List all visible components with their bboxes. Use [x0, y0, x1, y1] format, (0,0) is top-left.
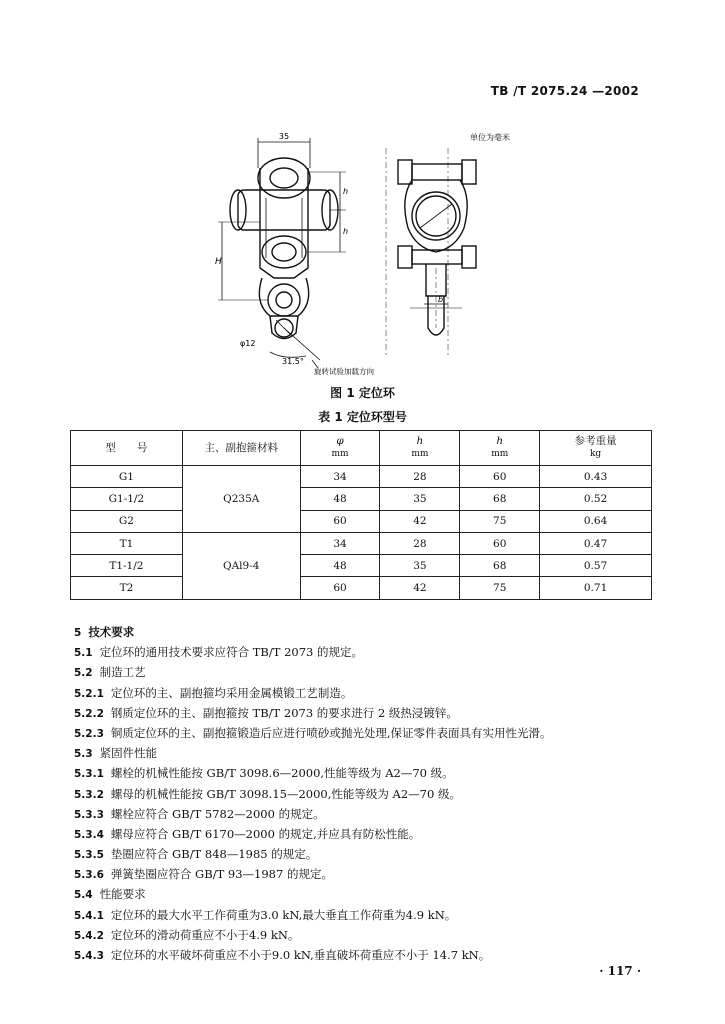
b-dimension: b: [438, 295, 444, 304]
weight-cell: 0.52: [540, 488, 652, 510]
weight-cell: 0.47: [540, 532, 652, 554]
width-dimension: 35: [278, 132, 290, 141]
header-material: 主、副抱箍材料: [182, 431, 300, 466]
locating-ring-drawing: [200, 128, 530, 378]
spec-table: [70, 430, 652, 600]
weight-cell: 0.64: [540, 510, 652, 532]
clause-5-3-4: 5.3.4 螺母应符合 GB/T 6170—2000 的规定,并应具有防松性能。: [74, 826, 421, 841]
phi-cell: 48: [300, 555, 380, 577]
phi-cell: 48: [300, 488, 380, 510]
table-row: [71, 466, 652, 488]
table-header-row: [71, 431, 652, 466]
h2-cell: 75: [460, 577, 540, 599]
clause-5-4: 5.4 性能要求: [74, 887, 146, 902]
h2-cell: 75: [460, 510, 540, 532]
table-row: [71, 510, 652, 532]
clause-5-4-1: 5.4.1 定位环的最大水平工作荷重为3.0 kN,最大垂直工作荷重为4.9 kN。: [74, 907, 457, 922]
model-cell: T1-1/2: [71, 555, 183, 577]
h2-cell: 68: [460, 488, 540, 510]
weight-cell: 0.43: [540, 466, 652, 488]
clause-5-3-3: 5.3.3 螺栓应符合 GB/T 5782—2000 的规定。: [74, 806, 325, 821]
clause-list: [74, 622, 674, 965]
header-h1: h mm: [380, 431, 460, 466]
clause-5: 5 技术要求: [74, 625, 135, 639]
clause-5-2-1: 5.2.1 定位环的主、副抱箍均采用金属模锻工艺制造。: [74, 685, 353, 700]
header-model: 型 号: [71, 431, 183, 466]
h2-cell: 60: [460, 532, 540, 554]
clause-5-3-1: 5.3.1 螺栓的机械性能按 GB/T 3098.6—2000,性能等级为 A2—70 级。: [74, 766, 454, 781]
table-row: [71, 488, 652, 510]
header-phi: φ mm: [300, 431, 380, 466]
table-row: [71, 577, 652, 599]
h1-cell: 28: [380, 466, 460, 488]
phi-dimension: φ12: [240, 339, 256, 348]
model-cell: G2: [71, 510, 183, 532]
h2-cell: 68: [460, 555, 540, 577]
header-weight: 参考重量 kg: [540, 431, 652, 466]
table-row: [71, 555, 652, 577]
clause-5-3: 5.3 紧固件性能: [74, 746, 158, 761]
clause-5-1: 5.1 定位环的通用技术要求应符合 TB/T 2073 的规定。: [74, 645, 364, 660]
clause-5-2: 5.2 制造工艺: [74, 665, 146, 680]
material-cell: Q235A: [182, 466, 300, 533]
standard-header: TB /T 2075.24 —2002: [490, 84, 639, 98]
header-h2: h mm: [460, 431, 540, 466]
h1-cell: 35: [380, 488, 460, 510]
clause-5-3-6: 5.3.6 弹簧垫圈应符合 GB/T 93—1987 的规定。: [74, 867, 333, 882]
table-caption: 表 1 定位环型号: [318, 410, 407, 424]
h1-dimension: h: [343, 187, 349, 196]
clause-5-3-2: 5.3.2 螺母的机械性能按 GB/T 3098.15—2000,性能等级为 A2—70 级。: [74, 786, 461, 801]
model-cell: G1: [71, 466, 183, 488]
model-cell: T1: [71, 532, 183, 554]
clause-5-4-3: 5.4.3 定位环的水平破坏荷重应不小于9.0 kN,垂直破坏荷重应不小于 14.7 kN。: [74, 948, 491, 962]
load-direction-note: 旋转试验加载方向: [314, 367, 374, 376]
H-dimension: H: [215, 257, 222, 267]
h1-cell: 28: [380, 532, 460, 554]
clause-5-3-5: 5.3.5 垫圈应符合 GB/T 848—1985 的规定。: [74, 847, 318, 862]
angle-dimension: 31.5°: [282, 357, 304, 366]
clause-5-4-2: 5.4.2 定位环的滑动荷重应不小于4.9 kN。: [74, 927, 300, 942]
page-number: · 117 ·: [599, 964, 641, 978]
h1-cell: 42: [380, 577, 460, 599]
clause-5-2-2: 5.2.2 钢质定位环的主、副抱箍按 TB/T 2073 的要求进行 2 级热浸镀锌。: [74, 705, 458, 720]
unit-note: 单位为毫米: [470, 133, 510, 142]
model-cell: G1-1/2: [71, 488, 183, 510]
phi-cell: 34: [300, 532, 380, 554]
h1-cell: 42: [380, 510, 460, 532]
material-cell: QAl9-4: [182, 532, 300, 599]
h2-dimension: h: [343, 227, 349, 236]
phi-cell: 60: [300, 577, 380, 599]
phi-cell: 60: [300, 510, 380, 532]
figure-caption: 图 1 定位环: [330, 386, 395, 400]
weight-cell: 0.71: [540, 577, 652, 599]
model-cell: T2: [71, 577, 183, 599]
phi-cell: 34: [300, 466, 380, 488]
weight-cell: 0.57: [540, 555, 652, 577]
h2-cell: 60: [460, 466, 540, 488]
table-row: [71, 532, 652, 554]
h1-cell: 35: [380, 555, 460, 577]
clause-5-2-3: 5.2.3 铜质定位环的主、副抱箍锻造后应进行喷砂或抛光处理,保证零件表面具有实用性光滑。: [74, 725, 552, 740]
